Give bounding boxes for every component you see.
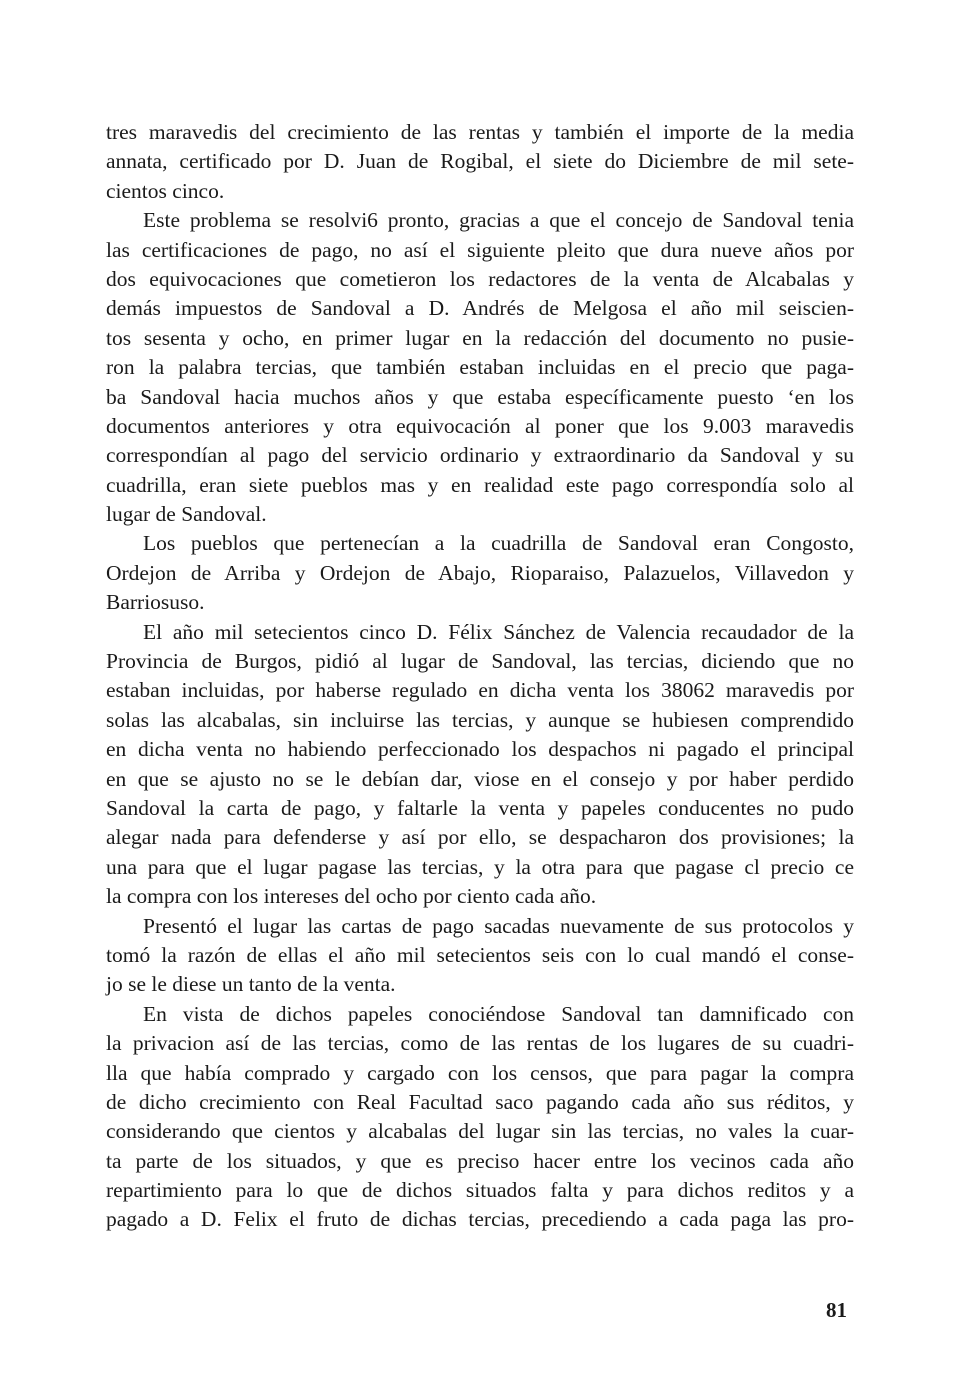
text-line: annata, certificado por D. Juan de Rogibal, el siete do Diciembre de mil sete- <box>106 149 854 174</box>
text-line: En vista de dichos papeles conociéndose Sandoval tan damnificado con <box>143 1001 854 1026</box>
paragraph <box>106 912 854 1000</box>
text-line: alegar nada para defenderse y así por ello, se despacharon dos provisiones; la <box>106 825 854 850</box>
paragraph <box>106 206 854 529</box>
text-line: una para que el lugar pagase las tercias, y la otra para que pagase cl precio ce <box>106 854 854 879</box>
text-line: tos sesenta y ocho, en primer lugar en la redacción del documento no pusie- <box>106 325 854 350</box>
text-line: cientos cinco. <box>106 178 225 203</box>
paragraph <box>106 529 854 617</box>
text-line: Los pueblos que pertenecían a la cuadrilla de Sandoval eran Congosto, <box>143 531 854 556</box>
text-line: en que se ajusto no se le debían dar, viose en el consejo y por haber perdido <box>106 766 854 791</box>
page-number: 81 <box>826 1298 847 1322</box>
text-line: considerando que cientos y alcabalas del lugar sin las tercias, no vales la cuar- <box>106 1119 854 1144</box>
text-line: la compra con los intereses del ocho por ciento cada año. <box>106 884 597 909</box>
text-line: ba Sandoval hacia muchos años y que estaba específicamente puesto ‘en los <box>106 384 854 409</box>
text-line: demás impuestos de Sandoval a D. Andrés de Melgosa el año mil seiscien- <box>106 296 854 321</box>
text-line: Este problema se resolvi6 pronto, gracias a que el concejo de Sandoval tenia <box>143 208 854 233</box>
text-line: Presentó el lugar las cartas de pago sacadas nuevamente de sus protocolos y <box>143 913 854 938</box>
text-line: tomó la razón de ellas el año mil setecientos seis con lo cual mandó el conse- <box>106 942 854 967</box>
text-line: lla que había comprado y cargado con los censos, que para pagar la compra <box>106 1060 854 1085</box>
text-line: cuadrilla, eran siete pueblos mas y en realidad este pago correspondía solo al <box>106 472 854 497</box>
text-line: solas las alcabalas, sin incluirse las tercias, y aunque se hubiesen comprendido <box>106 707 854 732</box>
text-line: lugar de Sandoval. <box>106 502 267 527</box>
text-line: repartimiento para lo que de dichos situados falta y para dichos reditos y a <box>106 1178 854 1203</box>
text-line: dos equivocaciones que cometieron los redactores de la venta de Alcabalas y <box>106 266 854 291</box>
text-line: ta parte de los situados, y que es preciso hacer entre los vecinos cada año <box>106 1148 854 1173</box>
text-line: Sandoval la carta de pago, y faltarle la venta y papeles conducentes no pudo <box>106 795 854 820</box>
text-line: de dicho crecimiento con Real Facultad saco pagando cada año sus réditos, y <box>106 1089 854 1114</box>
text-line: Barriosuso. <box>106 590 205 615</box>
text-line: Ordejon de Arriba y Ordejon de Abajo, Rioparaiso, Palazuelos, Villavedon y <box>106 560 854 585</box>
text-line: correspondían al pago del servicio ordinario y extraordinario da Sandoval y su <box>106 443 854 468</box>
text-line: ron la palabra tercias, que también estaban incluidas en el precio que paga- <box>106 355 854 380</box>
text-line: pagado a D. Felix el fruto de dichas tercias, precediendo a cada paga las pro- <box>106 1207 854 1232</box>
text-line: documentos anteriores y otra equivocación al poner que los 9.003 maravedis <box>106 413 854 438</box>
paragraph <box>106 118 854 206</box>
paragraph <box>106 618 854 912</box>
text-line: las certificaciones de pago, no así el siguiente pleito que dura nueve años por <box>106 237 854 262</box>
text-line: tres maravedis del crecimiento de las rentas y también el importe de la media <box>106 120 854 144</box>
paragraph <box>106 1000 854 1235</box>
text-line: jo se le diese un tanto de la venta. <box>106 972 396 997</box>
text-line: El año mil setecientos cinco D. Félix Sánchez de Valencia recaudador de la <box>143 619 854 644</box>
document-body <box>106 118 854 1235</box>
text-line: en dicha venta no habiendo perfeccionado los despachos ni pagado el principal <box>106 737 854 762</box>
text-line: estaban incluidas, por haberse regulado en dicha venta los 38062 maravedis por <box>106 678 854 703</box>
text-line: la privacion así de las tercias, como de las rentas de los lugares de su cuadri- <box>106 1031 854 1056</box>
text-line: Provincia de Burgos, pidió al lugar de Sandoval, las tercias, diciendo que no <box>106 649 854 674</box>
